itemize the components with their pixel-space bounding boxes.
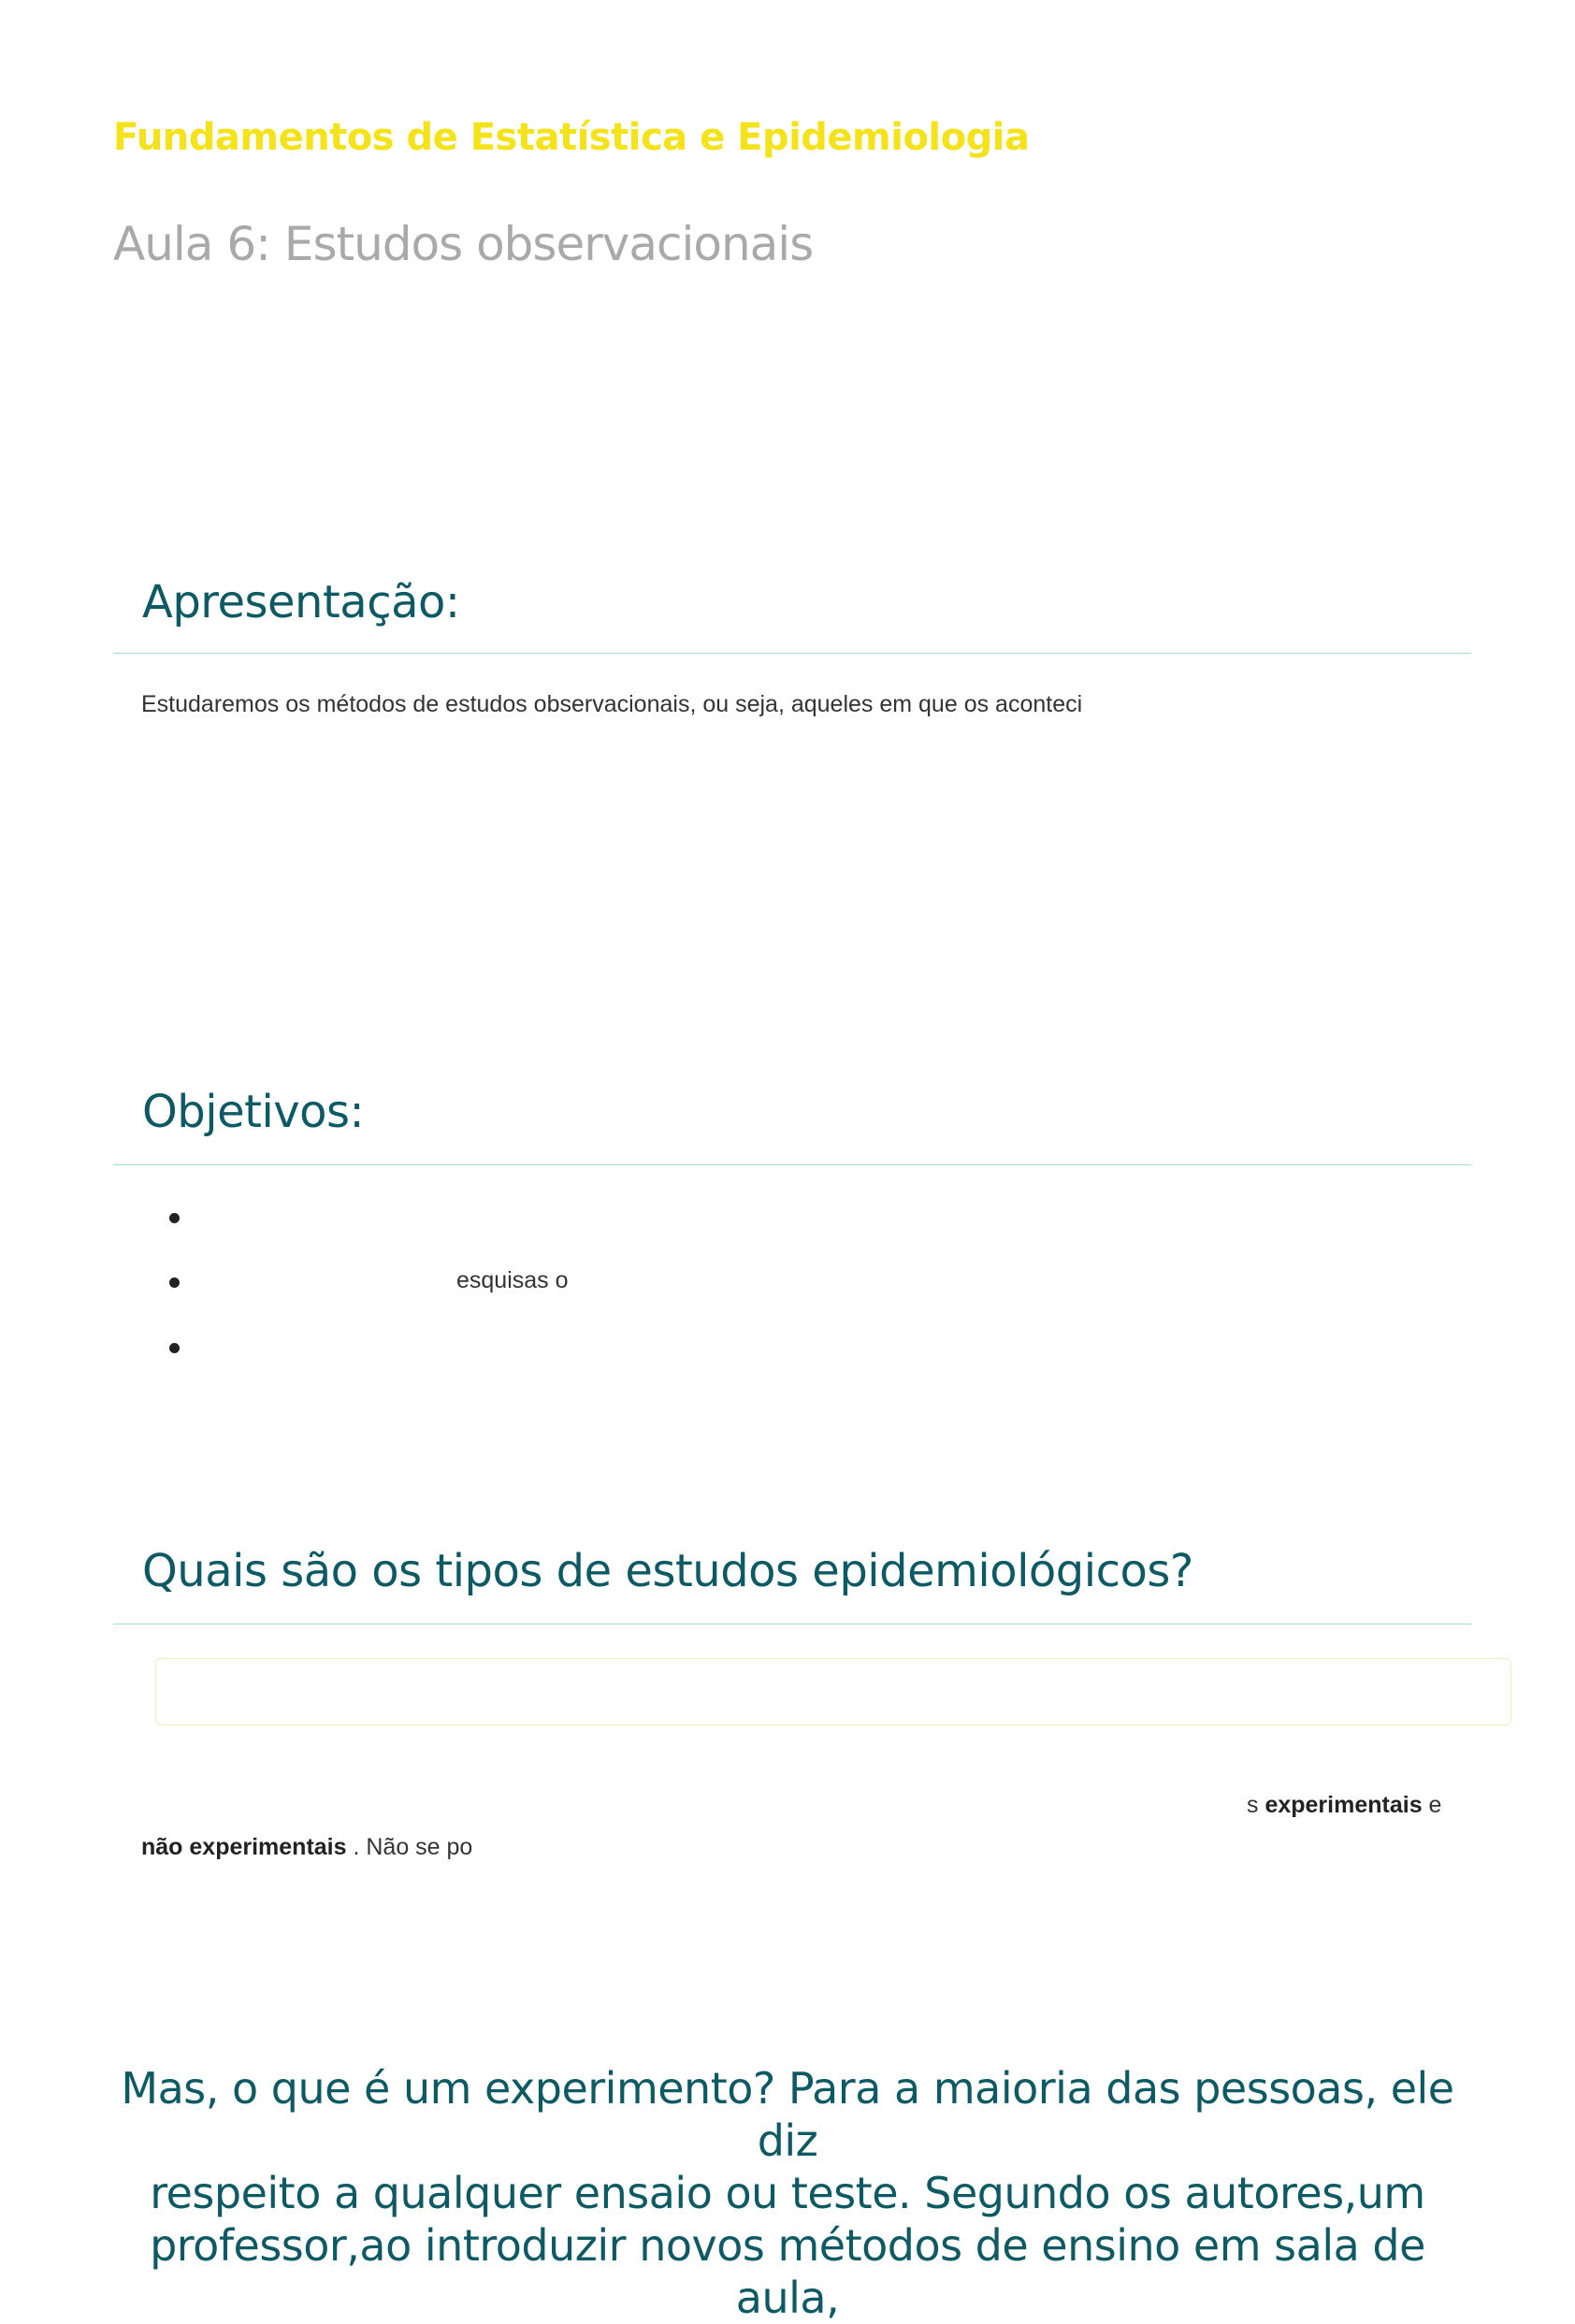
bullet-point: [169, 1277, 180, 1288]
bold-term-experimentais: experimentais: [1264, 1792, 1423, 1818]
apresentacao-text: Estudaremos os métodos de estudos observacionais, ou seja, aqueles em que os aconteci: [141, 691, 1083, 717]
quote-line: professor,ao introduzir novos métodos de ensino em sala de aula,: [150, 2220, 1425, 2323]
section-heading-tipos: Quais são os tipos de estudos epidemiológicos?: [142, 1545, 1193, 1597]
highlight-quote: [94, 2062, 1481, 2324]
lesson-title: Aula 6: Estudos observacionais: [113, 217, 814, 271]
callout-box: [155, 1658, 1511, 1725]
section-divider: [113, 1164, 1471, 1165]
course-title: Fundamentos de Estatística e Epidemiologia: [113, 116, 1030, 159]
text-fragment: s: [1247, 1792, 1265, 1818]
bullet-point: [169, 1213, 180, 1223]
list-item-text: esquisas o: [456, 1267, 569, 1293]
text-fragment: . Não se po: [346, 1834, 473, 1860]
tipos-text-line-2: [141, 1834, 472, 1861]
bullet-point: [169, 1343, 180, 1353]
quote-line: Mas, o que é um experimento? Para a maioria das pessoas, ele diz: [121, 2063, 1454, 2166]
section-divider: [113, 653, 1471, 654]
text-fragment: e: [1422, 1792, 1442, 1818]
tipos-text-line-1: [1247, 1792, 1441, 1819]
bold-term-nao-experimentais: não experimentais: [141, 1834, 347, 1860]
quote-line: respeito a qualquer ensaio ou teste. Segundo os autores,um: [150, 2168, 1425, 2218]
section-heading-objetivos: Objetivos:: [142, 1086, 365, 1138]
section-heading-apresentacao: Apresentação:: [142, 576, 460, 628]
